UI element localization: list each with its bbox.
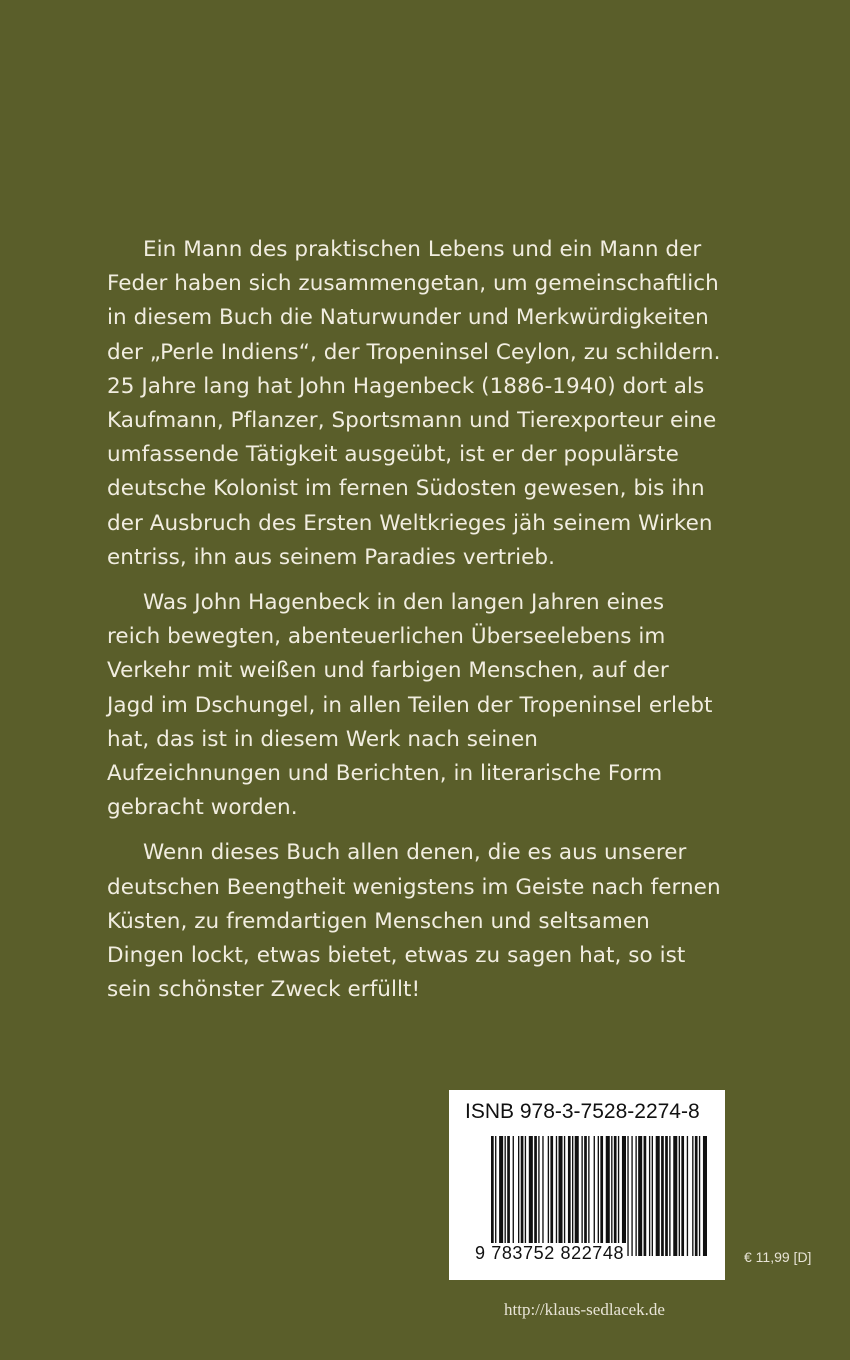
barcode-bar <box>618 1136 619 1256</box>
barcode-bar <box>656 1136 660 1256</box>
barcode-bar <box>529 1136 533 1256</box>
barcode-bar <box>499 1136 503 1256</box>
blurb-line: hat, das ist in diesem Werk nach seinen <box>107 726 538 752</box>
blurb-line: Ein Mann des praktischen Lebens und ein Mann der <box>143 237 702 262</box>
barcode-bar <box>598 1136 599 1256</box>
barcode-bar <box>542 1136 543 1256</box>
blurb-line: Aufzeichnungen und Berichten, in literarische Form <box>107 761 663 787</box>
barcode-bar <box>692 1136 693 1256</box>
barcode-bar <box>525 1136 526 1256</box>
barcode-bar <box>513 1136 514 1256</box>
barcode-bar <box>584 1136 587 1256</box>
barcode-bar <box>559 1136 563 1256</box>
price-label: € 11,99 [D] <box>744 1249 812 1265</box>
barcode-bar <box>679 1136 680 1256</box>
barcode-bar <box>611 1136 612 1256</box>
isbn-barcode-box <box>449 1090 725 1280</box>
blurb-line: Kaufmann, Pflanzer, Sportsmann und Tierexporteur eine <box>107 408 717 434</box>
blurb-line: gebracht worden. <box>107 795 298 821</box>
barcode-bar <box>518 1136 519 1256</box>
barcode-bar <box>687 1136 688 1256</box>
blurb-text <box>107 233 747 1018</box>
barcode-bar <box>606 1136 610 1256</box>
blurb-line: deutsche Kolonist im fernen Südosten gewesen, bis ihn <box>107 476 705 502</box>
blurb-line: Was John Hagenbeck in den langen Jahren eines <box>143 590 665 616</box>
blurb-line: der Ausbruch des Ersten Weltkrieges jäh seinem Wirken <box>107 510 713 536</box>
barcode-bar <box>521 1136 524 1256</box>
barcode-bar <box>538 1136 539 1256</box>
blurb-line: 25 Jahre lang hat John Hagenbeck (1886-1940) dort als <box>107 373 705 399</box>
barcode-bar <box>556 1136 557 1256</box>
barcode-bar <box>665 1136 668 1256</box>
barcode-digits: 9 783752 822748 <box>475 1243 625 1263</box>
barcode-bar <box>673 1136 677 1256</box>
blurb-line: in diesem Buch die Naturwunder und Merkwürdigkeiten <box>107 305 709 331</box>
barcode-bar <box>631 1136 632 1256</box>
barcode-bar <box>635 1136 636 1256</box>
barcode-bar <box>572 1136 573 1256</box>
website-url: http://klaus-sedlacek.de <box>504 1300 665 1319</box>
barcode-bar <box>505 1136 506 1256</box>
barcode-bar <box>575 1136 579 1256</box>
barcode-bar <box>703 1136 707 1256</box>
blurb-line: Verkehr mit weißen und farbigen Menschen, auf der <box>107 658 669 684</box>
barcode-bar <box>614 1136 617 1256</box>
barcode-bar <box>507 1136 510 1256</box>
barcode-bar <box>661 1136 664 1256</box>
barcode-bar <box>564 1136 565 1256</box>
blurb-line: der „Perle Indiens“, der Tropeninsel Ceylon, zu schildern. <box>107 339 721 365</box>
blurb-line: Feder haben sich zusammengetan, um gemeinschaftlich <box>107 271 719 297</box>
blurb-line: sein schönster Zweck erfüllt! <box>107 977 421 1003</box>
blurb-paragraph-2 <box>107 586 747 825</box>
barcode-bar <box>534 1136 537 1256</box>
blurb-line: reich bewegten, abenteuerlichen Überseelebens im <box>107 624 666 650</box>
barcode-bar <box>548 1136 549 1256</box>
barcode-bar <box>652 1136 653 1256</box>
barcode-bar <box>681 1136 684 1256</box>
barcode-bar <box>669 1136 670 1256</box>
barcode-bar <box>695 1136 698 1256</box>
barcode-bar <box>568 1136 571 1256</box>
barcode-bar <box>622 1136 626 1256</box>
barcode-bar <box>588 1136 589 1256</box>
blurb-line: Küsten, zu fremdartigen Menschen und seltsamen <box>107 908 650 934</box>
barcode-bar <box>627 1136 628 1256</box>
barcode-bar <box>491 1136 494 1256</box>
blurb-line: Wenn dieses Buch allen denen, die es aus unserer <box>143 840 687 866</box>
barcode-icon <box>489 1136 709 1256</box>
barcode-bar <box>699 1136 700 1256</box>
barcode-bar <box>638 1136 642 1256</box>
blurb-paragraph-1 <box>107 233 747 575</box>
blurb-paragraph-3 <box>107 836 747 1007</box>
blurb-line: entriss, ihn aus seinem Paradies vertrieb. <box>107 544 556 570</box>
barcode-bar <box>550 1136 553 1256</box>
blurb-line: Jagd im Dschungel, in allen Teilen der Tropeninsel erlebt <box>107 692 713 718</box>
barcode-bar <box>594 1136 595 1256</box>
barcode-bar <box>649 1136 650 1256</box>
barcode-bar <box>581 1136 582 1256</box>
blurb-line: deutschen Beengtheit wenigstens im Geiste nach fernen <box>107 874 721 900</box>
barcode-bar <box>495 1136 496 1256</box>
barcode-bar <box>644 1136 647 1256</box>
barcode-bar <box>600 1136 603 1256</box>
isbn-label: ISNB 978-3-7528-2274-8 <box>465 1100 700 1123</box>
blurb-line: Dingen lockt, etwas bietet, etwas zu sagen hat, so ist <box>107 943 686 969</box>
blurb-line: umfassende Tätigkeit ausgeübt, ist er der populärste <box>107 442 679 468</box>
